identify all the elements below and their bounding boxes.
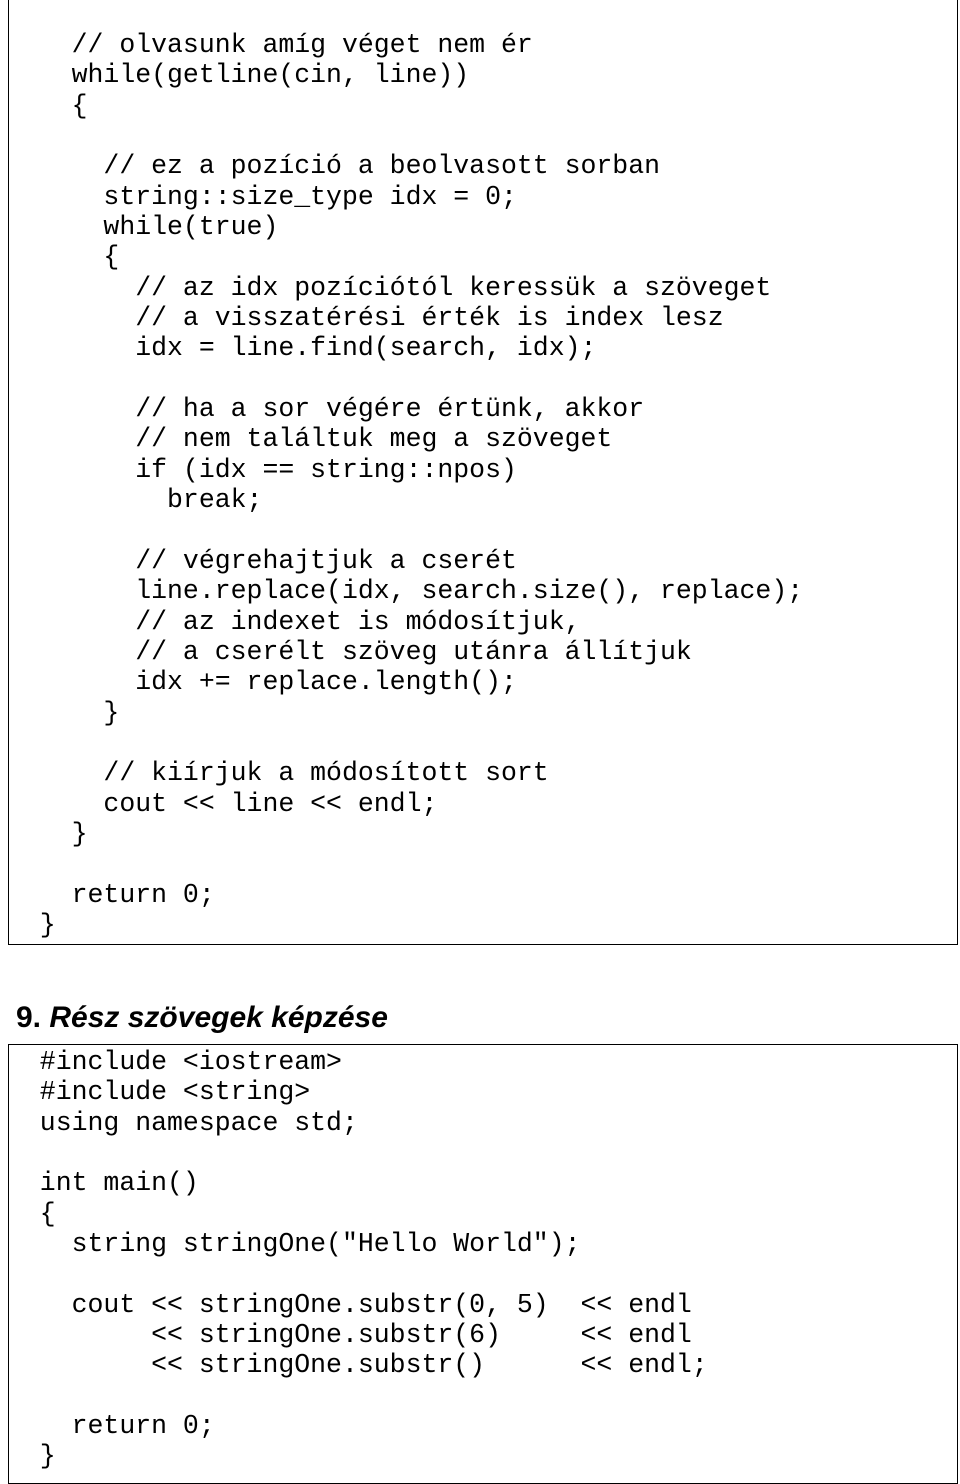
code-line: } bbox=[8, 1441, 56, 1472]
code-line: // nem találtuk meg a szöveget bbox=[8, 424, 613, 455]
code-line: idx = line.find(search, idx); bbox=[8, 333, 597, 364]
code-line bbox=[8, 849, 803, 879]
code-line: // a cserélt szöveg utánra állítjuk bbox=[8, 636, 692, 667]
code-line: if (idx == string::npos) bbox=[8, 454, 517, 485]
code-line: } bbox=[8, 697, 120, 728]
code-line: line.replace(idx, search.size(), replace); bbox=[8, 576, 804, 607]
code-line: // kiírjuk a módosított sort bbox=[8, 758, 549, 789]
code-line: #include <string> bbox=[8, 1077, 311, 1108]
code-line: { bbox=[8, 1198, 56, 1229]
code-line: // ha a sor végére értünk, akkor bbox=[8, 394, 645, 425]
code-line: cout << line << endl; bbox=[8, 788, 438, 819]
code-line: << stringOne.substr(6) << endl bbox=[8, 1320, 692, 1351]
code-line bbox=[8, 121, 803, 151]
code-line: { bbox=[8, 90, 88, 121]
section-heading bbox=[16, 998, 388, 1038]
code-line: // az idx pozíciótól keressük a szöveget bbox=[8, 272, 772, 303]
code-line: // az indexet is módosítjuk, bbox=[8, 606, 581, 637]
code-line: } bbox=[8, 909, 56, 940]
code-line: // olvasunk amíg véget nem ér bbox=[8, 30, 533, 60]
code-line: { bbox=[8, 242, 120, 273]
code-line: // végrehajtjuk a cserét bbox=[8, 545, 517, 576]
code-line: while(true) bbox=[8, 212, 279, 243]
code-line: while(getline(cin, line)) bbox=[8, 60, 470, 91]
code-line bbox=[8, 364, 803, 394]
code-line: return 0; bbox=[8, 1411, 215, 1442]
code-line: << stringOne.substr() << endl; bbox=[8, 1350, 708, 1381]
code-line: string::size_type idx = 0; bbox=[8, 181, 517, 212]
code-listing-bottom bbox=[8, 1047, 708, 1472]
code-line bbox=[8, 728, 803, 758]
section-number: 9. bbox=[16, 1001, 42, 1034]
code-line: return 0; bbox=[8, 879, 215, 910]
code-line: break; bbox=[8, 485, 263, 516]
code-line bbox=[8, 516, 803, 546]
code-line: // ez a pozíció a beolvasott sorban bbox=[8, 151, 661, 182]
section-title: Rész szövegek képzése bbox=[49, 1001, 388, 1034]
code-line: #include <iostream> bbox=[8, 1047, 342, 1077]
code-line: using namespace std; bbox=[8, 1107, 358, 1138]
code-line: int main() bbox=[8, 1168, 199, 1199]
code-line bbox=[8, 1259, 708, 1289]
code-line: cout << stringOne.substr(0, 5) << endl bbox=[8, 1289, 692, 1320]
code-line: } bbox=[8, 818, 88, 849]
code-line: string stringOne("Hello World"); bbox=[8, 1229, 581, 1260]
code-line bbox=[8, 1381, 708, 1411]
code-line bbox=[8, 1138, 708, 1168]
code-line: idx += replace.length(); bbox=[8, 667, 517, 698]
code-line: // a visszatérési érték is index lesz bbox=[8, 303, 724, 334]
code-listing-top bbox=[8, 30, 803, 940]
